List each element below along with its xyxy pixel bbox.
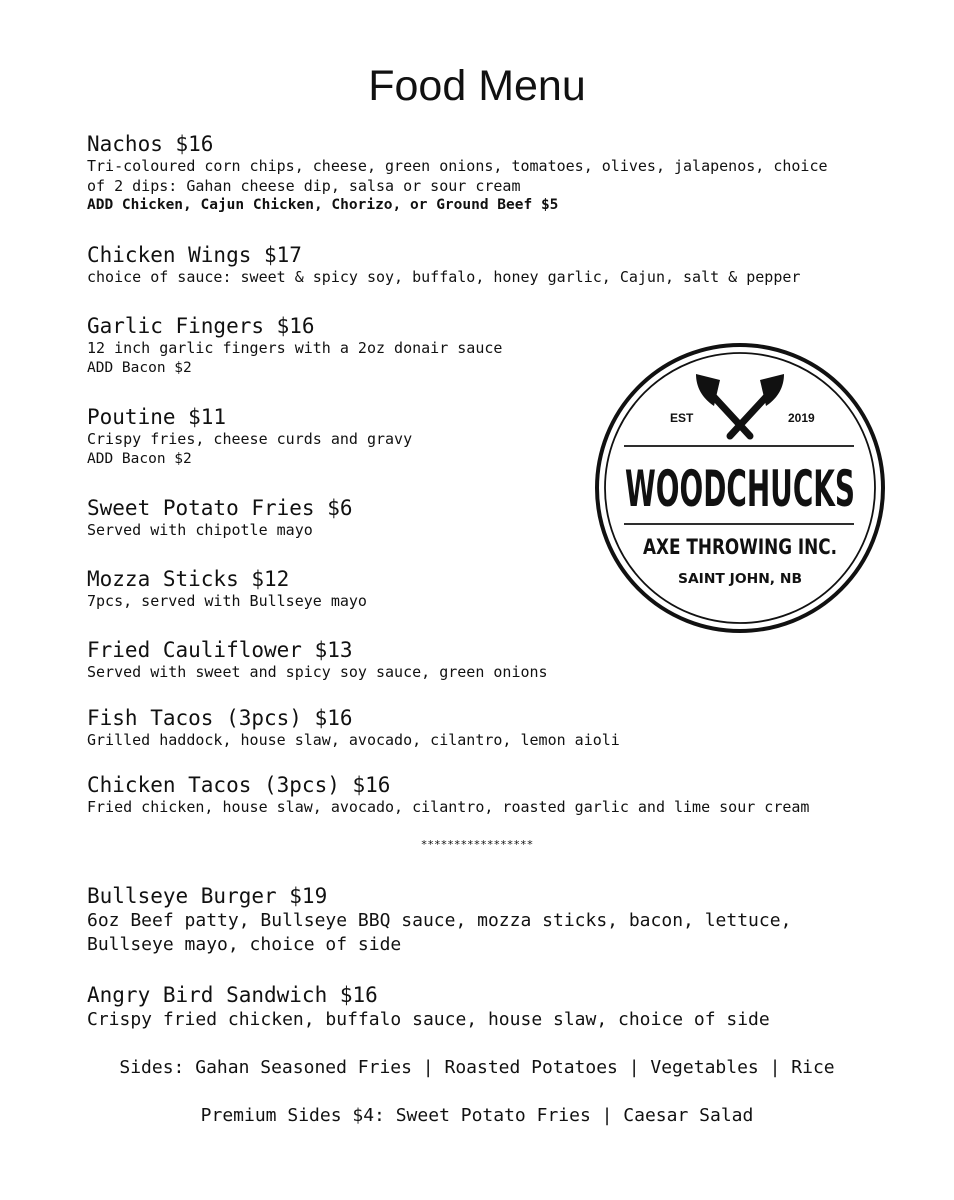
item-description-line: Grilled haddock, house slaw, avocado, cilantro, lemon aioli — [87, 731, 620, 749]
item-name: Bullseye Burger $19 — [87, 884, 328, 908]
item-add-on: ADD Bacon $2 — [87, 359, 192, 376]
page-title: Food Menu — [368, 62, 586, 110]
item-name: Garlic Fingers $16 — [87, 314, 315, 338]
sides-list: Sides: Gahan Seasoned Fries | Roasted Potatoes | Vegetables | Rice — [119, 1057, 835, 1078]
item-name: Mozza Sticks $12 — [87, 567, 290, 591]
menu-item-angry-bird-sandwich — [87, 982, 770, 1032]
item-add-on: ADD Chicken, Cajun Chicken, Chorizo, or Ground Beef $5 — [87, 197, 559, 213]
premium-sides-list: Premium Sides $4: Sweet Potato Fries | Caesar Salad — [200, 1105, 754, 1126]
logo-est: EST — [670, 411, 694, 425]
menu-item-chicken-wings — [87, 242, 800, 288]
item-name: Poutine $11 — [87, 405, 227, 429]
item-description-line: Bullseye mayo, choice of side — [87, 934, 402, 955]
item-add-on: ADD Bacon $2 — [87, 450, 192, 467]
menu-item-fish-tacos — [87, 705, 620, 751]
item-name: Sweet Potato Fries $6 — [87, 496, 353, 520]
menu-item-sweet-potato-fries — [87, 495, 353, 541]
menu-item-mozza-sticks — [87, 566, 367, 612]
logo-tagline: AXE THROWING INC. — [643, 535, 837, 559]
crossed-axes-icon — [696, 374, 784, 436]
menu-item-poutine — [87, 404, 412, 469]
menu-item-fried-cauliflower — [87, 637, 548, 683]
item-description-line: of 2 dips: Gahan cheese dip, salsa or sour cream — [87, 176, 521, 195]
logo-brand: WOODCHUCKS — [625, 460, 855, 518]
item-name: Angry Bird Sandwich $16 — [87, 983, 378, 1007]
menu-item-nachos — [87, 131, 828, 216]
item-name: Fish Tacos (3pcs) $16 — [87, 706, 353, 730]
item-description-line: Crispy fries, cheese curds and gravy — [87, 430, 413, 448]
menu-item-garlic-fingers — [87, 313, 502, 378]
item-description-line: Crispy fried chicken, buffalo sauce, house slaw, choice of side — [87, 1009, 770, 1030]
item-name: Chicken Tacos (3pcs) $16 — [87, 773, 391, 797]
item-name: Chicken Wings $17 — [87, 243, 302, 267]
item-name: Fried Cauliflower $13 — [87, 638, 353, 662]
logo-year: 2019 — [788, 411, 815, 425]
item-description-line: 6oz Beef patty, Bullseye BBQ sauce, mozza sticks, bacon, lettuce, — [87, 910, 792, 931]
item-description-line: Served with chipotle mayo — [87, 521, 313, 539]
item-description-line: Served with sweet and spicy soy sauce, green onions — [87, 663, 548, 681]
menu-item-chicken-tacos — [87, 772, 809, 818]
item-name: Nachos $16 — [87, 132, 214, 156]
logo-location: SAINT JOHN, NB — [678, 572, 802, 587]
item-description-line: 7pcs, served with Bullseye mayo — [87, 592, 367, 610]
woodchucks-logo — [592, 340, 888, 636]
item-description-line: 12 inch garlic fingers with a 2oz donair sauce — [87, 339, 503, 357]
item-description-line: Fried chicken, house slaw, avocado, cilantro, roasted garlic and lime sour cream — [87, 798, 810, 816]
menu-item-bullseye-burger — [87, 883, 791, 957]
section-divider: ***************** — [420, 838, 534, 851]
item-description-line: Tri-coloured corn chips, cheese, green onions, tomatoes, olives, jalapenos, choice — [87, 157, 828, 175]
item-description-line: choice of sauce: sweet & spicy soy, buffalo, honey garlic, Cajun, salt & pepper — [87, 268, 801, 286]
